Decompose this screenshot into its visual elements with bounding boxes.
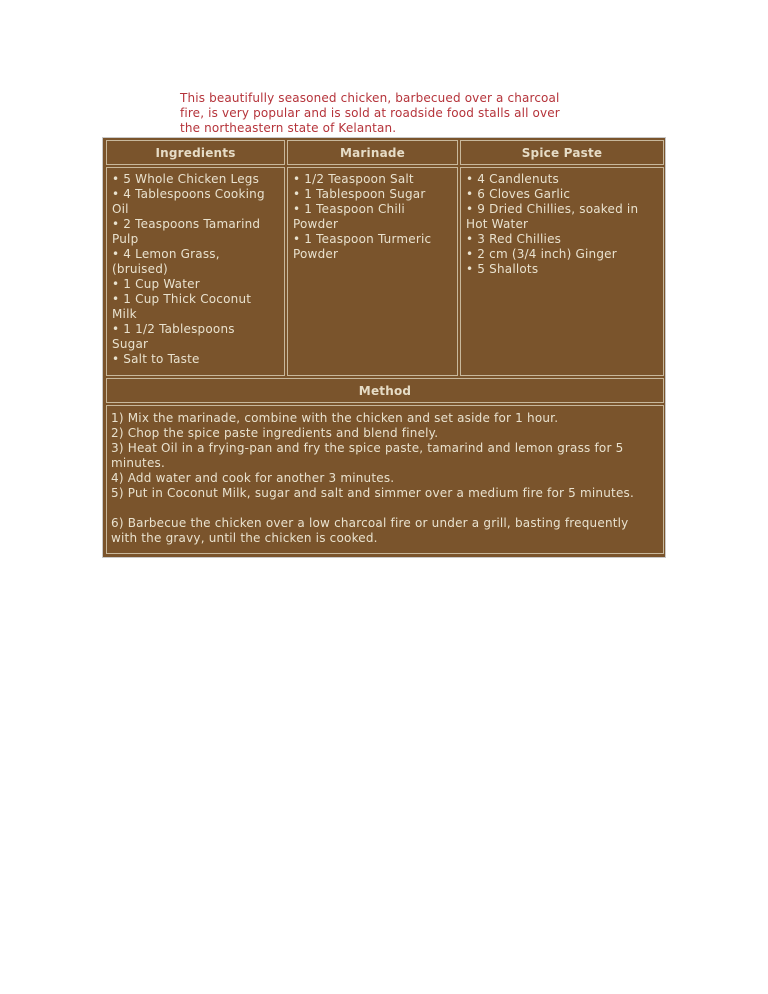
recipe-table [102, 137, 666, 558]
ingredient-line: • 4 Lemon Grass, [112, 247, 220, 261]
ingredient-line: • 4 Tablespoons Cooking [112, 187, 265, 201]
marinade-list [287, 167, 458, 376]
method-step: 4) Add water and cook for another 3 minutes. [111, 471, 395, 485]
spice-paste-line: • 4 Candlenuts [466, 172, 559, 186]
ingredient-line: (bruised) [112, 262, 168, 276]
marinade-line: Powder [293, 247, 339, 261]
marinade-header: Marinade [287, 140, 458, 165]
method-header: Method [106, 378, 664, 403]
ingredients-header: Ingredients [106, 140, 285, 165]
method-steps [106, 405, 664, 554]
marinade-line: • 1 Teaspoon Chili [293, 202, 405, 216]
spice-paste-line: • 2 cm (3/4 inch) Ginger [466, 247, 617, 261]
ingredient-line: • 1 Cup Thick Coconut [112, 292, 252, 306]
method-step: 1) Mix the marinade, combine with the chicken and set aside for 1 hour. [111, 411, 559, 425]
ingredient-line: Sugar [112, 337, 149, 351]
ingredient-line: • Salt to Taste [112, 352, 200, 366]
spice-paste-header: Spice Paste [460, 140, 664, 165]
spice-paste-line: • 9 Dried Chillies, soaked in [466, 202, 639, 216]
marinade-line: • 1 Teaspoon Turmeric [293, 232, 432, 246]
marinade-line: Powder [293, 217, 339, 231]
spice-paste-line: • 3 Red Chillies [466, 232, 562, 246]
spice-paste-line: Hot Water [466, 217, 529, 231]
ingredient-line: • 5 Whole Chicken Legs [112, 172, 260, 186]
intro-line: This beautifully seasoned chicken, barbecued over a charcoal [180, 91, 560, 105]
method-step: minutes. [111, 456, 165, 470]
spice-paste-line: • 5 Shallots [466, 262, 539, 276]
method-step: with the gravy, until the chicken is cooked. [111, 531, 378, 545]
method-step: 6) Barbecue the chicken over a low charcoal fire or under a grill, basting frequently [111, 516, 629, 530]
spice-paste-list [460, 167, 664, 376]
paragraph-gap [111, 501, 663, 516]
ingredient-line: • 1 Cup Water [112, 277, 200, 291]
ingredient-line: Milk [112, 307, 137, 321]
intro-line: the northeastern state of Kelantan. [180, 121, 397, 135]
method-step: 5) Put in Coconut Milk, sugar and salt and simmer over a medium fire for 5 minutes. [111, 486, 634, 500]
spice-paste-line: • 6 Cloves Garlic [466, 187, 571, 201]
ingredient-line: • 2 Teaspoons Tamarind [112, 217, 261, 231]
marinade-line: • 1/2 Teaspoon Salt [293, 172, 414, 186]
recipe-intro [180, 91, 580, 136]
marinade-line: • 1 Tablespoon Sugar [293, 187, 426, 201]
ingredient-line: Oil [112, 202, 129, 216]
intro-line: fire, is very popular and is sold at roadside food stalls all over [180, 106, 560, 120]
ingredient-line: • 1 1/2 Tablespoons [112, 322, 235, 336]
ingredients-list [106, 167, 285, 376]
ingredient-line: Pulp [112, 232, 139, 246]
method-step: 2) Chop the spice paste ingredients and blend finely. [111, 426, 439, 440]
method-step: 3) Heat Oil in a frying-pan and fry the spice paste, tamarind and lemon grass for 5 [111, 441, 624, 455]
